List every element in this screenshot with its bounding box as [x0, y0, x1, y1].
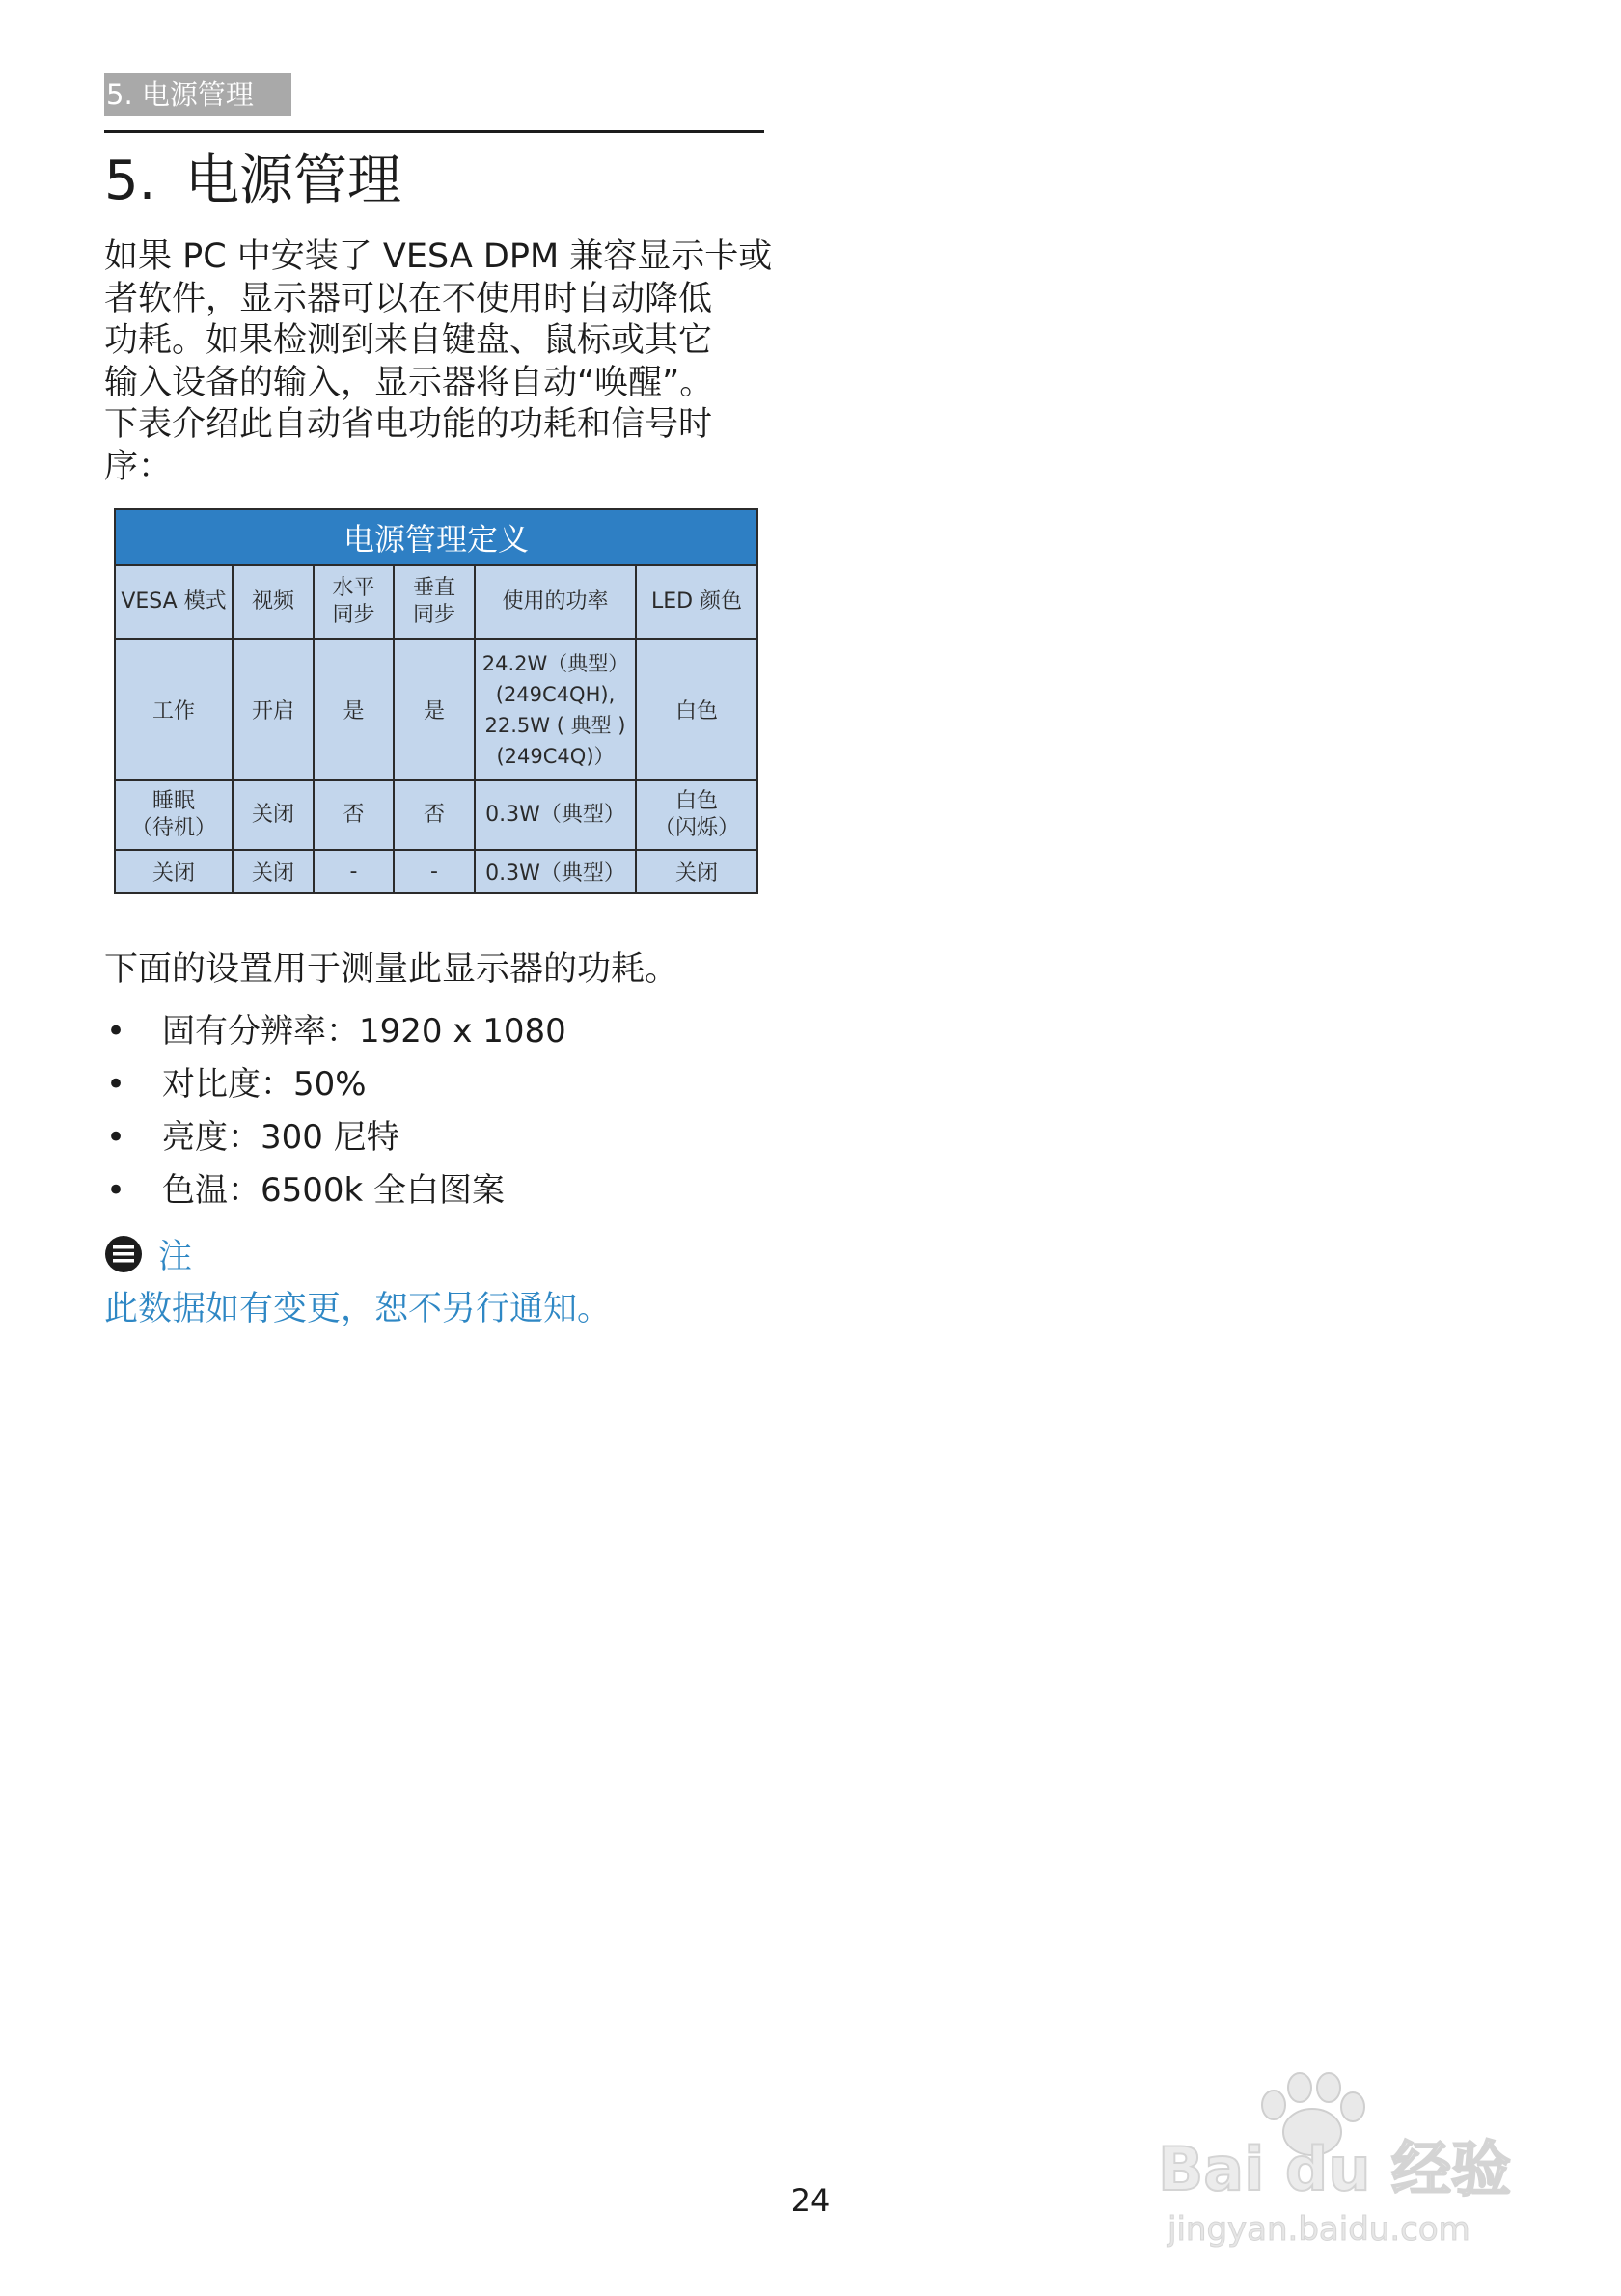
page-number: 24 [790, 2182, 831, 2219]
cell-hsync: - [314, 850, 394, 893]
bullet-icon: • [106, 1118, 126, 1157]
note-heading [104, 1235, 193, 1276]
spec-list [104, 1005, 566, 1217]
spec-text: 亮度：300 尼特 [162, 1118, 399, 1157]
cell-line: 22.5W ( 典型 ) [484, 713, 626, 737]
cell-video: 关闭 [233, 780, 314, 850]
header-video [233, 565, 314, 639]
note-label: 注 [158, 1238, 193, 1276]
cell-line: 24.2W（典型） [481, 651, 629, 675]
cell-power [475, 850, 636, 893]
list-item [104, 1111, 566, 1164]
measurement-intro: 下面的设置用于测量此显示器的功耗。 [104, 950, 679, 989]
cell-line: (249C4Q)） [496, 744, 615, 768]
cell-line: (249C4QH), [495, 682, 616, 706]
cell-line: 0.3W（典型） [485, 861, 625, 886]
header-led-color [636, 565, 757, 639]
cell-line: 0.3W（典型） [485, 803, 625, 827]
cell-line: （闪烁） [654, 816, 740, 840]
header-vsync [394, 565, 475, 639]
table-title: 电源管理定义 [115, 509, 757, 565]
cell-mode [115, 850, 233, 893]
header-line: 视频 [251, 589, 294, 614]
spec-text: 对比度：50% [162, 1065, 367, 1104]
section-title [104, 145, 401, 218]
table-row [115, 639, 757, 780]
cell-line: 关闭 [151, 861, 195, 886]
svg-text:jingyan.baidu.com: jingyan.baidu.com [1168, 2210, 1470, 2248]
cell-power [475, 780, 636, 850]
intro-line: 如果 PC 中安装了 VESA DPM 兼容显示卡或 [104, 237, 773, 276]
cell-video: 关闭 [233, 850, 314, 893]
intro-line: 输入设备的输入，显示器将自动“唤醒”。 [104, 363, 714, 402]
list-item [104, 1058, 566, 1111]
cell-led [636, 639, 757, 780]
header-hsync [314, 565, 394, 639]
bullet-icon: • [106, 1065, 126, 1104]
header-line: 同步 [412, 603, 455, 627]
cell-mode [115, 639, 233, 780]
intro-line: 下表介绍此自动省电功能的功耗和信号时 [104, 405, 713, 444]
cell-line: （待机） [130, 816, 216, 840]
cell-hsync: 是 [314, 639, 394, 780]
cell-line: 工作 [151, 699, 195, 724]
cell-vsync: 否 [394, 780, 475, 850]
note-text: 此数据如有变更，恕不另行通知。 [104, 1290, 612, 1328]
header-line: 同步 [332, 603, 375, 627]
intro-line: 序： [104, 447, 173, 486]
cell-line: 白色 [675, 789, 719, 813]
header-divider [104, 130, 764, 133]
spec-text: 色温：6500k 全白图案 [162, 1171, 506, 1210]
cell-led [636, 780, 757, 850]
cell-line: 睡眠 [151, 789, 195, 813]
intro-line: 者软件，显示器可以在不使用时自动降低 [104, 279, 713, 318]
cell-video: 开启 [233, 639, 314, 780]
cell-hsync: 否 [314, 780, 394, 850]
header-vesa-mode [115, 565, 233, 639]
section-number: 5. [104, 150, 156, 212]
cell-mode [115, 780, 233, 850]
list-item [104, 1164, 566, 1217]
cell-vsync: - [394, 850, 475, 893]
baidu-watermark [1153, 2055, 1558, 2252]
header-line: 垂直 [412, 576, 455, 600]
bullet-icon: • [106, 1012, 126, 1051]
intro-paragraph [104, 236, 780, 488]
cell-led [636, 850, 757, 893]
header-line: VESA 模式 [121, 589, 227, 614]
cell-line: 白色 [675, 699, 719, 724]
header-line: 水平 [332, 576, 375, 600]
table-row [115, 850, 757, 893]
cell-power [475, 639, 636, 780]
table-header-row [115, 565, 757, 639]
table-row [115, 780, 757, 850]
intro-line: 功耗。如果检测到来自键盘、鼠标或其它 [104, 321, 713, 360]
note-icon [104, 1235, 143, 1273]
cell-vsync: 是 [394, 639, 475, 780]
bullet-icon: • [106, 1171, 126, 1210]
running-header-tab: 5. 电源管理 [104, 73, 291, 116]
power-management-table [114, 508, 758, 894]
section-title-text: 电源管理 [185, 150, 401, 212]
list-item [104, 1005, 566, 1058]
header-line: LED 颜色 [650, 589, 743, 614]
header-power-used [475, 565, 636, 639]
cell-line: 关闭 [675, 861, 719, 886]
svg-text:Bai du 经验: Bai du 经验 [1158, 2134, 1512, 2204]
spec-text: 固有分辨率：1920 x 1080 [162, 1012, 566, 1051]
header-line: 使用的功率 [502, 589, 609, 614]
